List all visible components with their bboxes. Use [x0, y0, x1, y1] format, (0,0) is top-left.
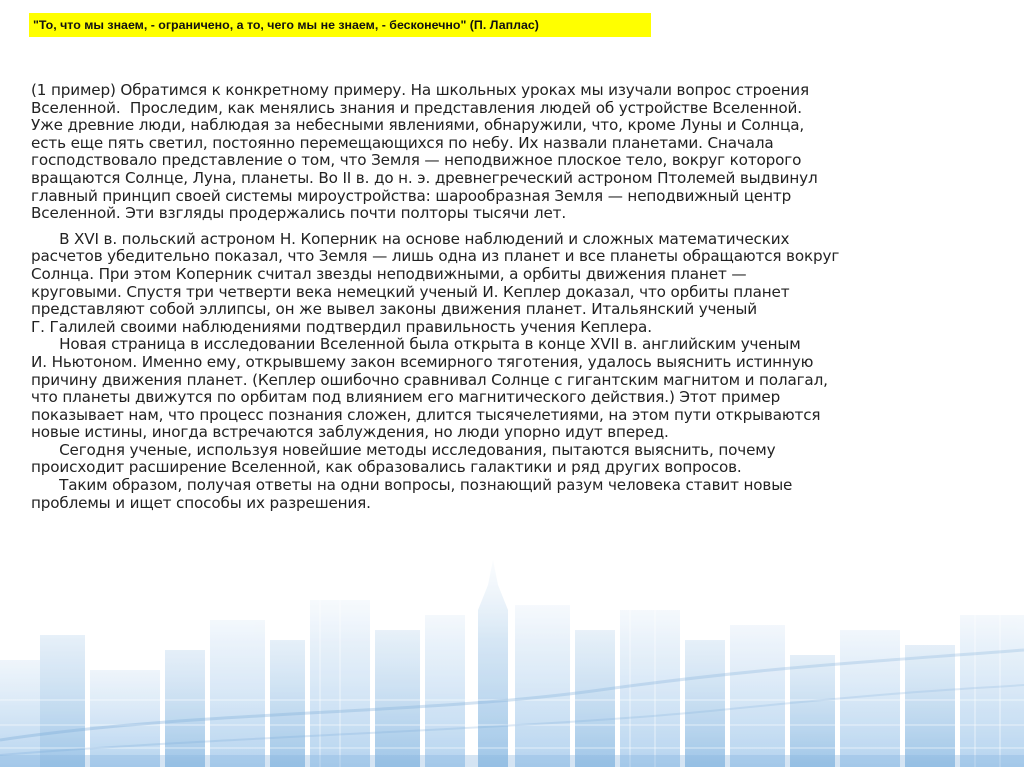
- text-line: новые истины, иногда встречаются заблуждения, но люди упорно идут вперед.: [31, 423, 669, 442]
- text-line: В XVI в. польский астроном Н. Коперник на основе наблюдений и сложных математических: [31, 229, 790, 248]
- text-line: И. Ньютоном. Именно ему, открывшему закон всемирного тяготения, удалось выяснить истинную: [31, 352, 814, 371]
- text-line: происходит расширение Вселенной, как образовались галактики и ряд других вопросов.: [31, 458, 742, 477]
- text-line: причину движения планет. (Кеплер ошибочно сравнивал Солнце с гигантским магнитом и полагал,: [31, 370, 828, 389]
- text-line: что планеты движутся по орбитам под влиянием его магнитического действия.) Этот пример: [31, 388, 781, 407]
- text-line: Солнца. При этом Коперник считал звезды неподвижными, а орбиты движения планет —: [31, 264, 747, 283]
- text-line: расчетов убедительно показал, что Земля — лишь одна из планет и все планеты обращаются вокруг: [31, 247, 840, 266]
- text-line: круговыми. Спустя три четверти века немецкий ученый И. Кеплер доказал, что орбиты планет: [31, 282, 790, 301]
- text-line: Уже древние люди, наблюдая за небесными явлениями, обнаружили, что, кроме Луны и Солнца,: [31, 116, 805, 135]
- text-line: Сегодня ученые, используя новейшие методы исследования, пытаются выяснить, почему: [31, 440, 776, 459]
- text-line: есть еще пять светил, постоянно перемещающихся по небу. Их назвали планетами. Сначала: [31, 133, 774, 152]
- text-line: Вселенной. Проследим, как менялись знания и представления людей об устройстве Вселенной.: [31, 98, 802, 117]
- text-line: главный принцип своей системы мироустройства: шарообразная Земля — неподвижный центр: [31, 186, 792, 205]
- city-skyline-image: [0, 540, 1024, 767]
- text-line: Новая страница в исследовании Вселенной была открыта в конце XVII в. английским ученым: [31, 335, 801, 354]
- text-line: Вселенной. Эти взгляды продержались почти полторы тысячи лет.: [31, 204, 567, 223]
- text-line: Таким образом, получая ответы на одни вопросы, познающий разум человека ставит новые: [31, 476, 793, 495]
- text-line: показывает нам, что процесс познания сложен, длится тысячелетиями, на этом пути открываются: [31, 405, 821, 424]
- text-line: проблемы и ищет способы их разрешения.: [31, 493, 371, 512]
- text-line: вращаются Солнце, Луна, планеты. Во II в. до н. э. древнегреческий астроном Птолемей выдвинул: [31, 168, 818, 187]
- text-line: господствовало представление о том, что Земля — неподвижное плоское тело, вокруг которого: [31, 151, 802, 170]
- text-line: представляют собой эллипсы, он же вывел законы движения планет. Итальянский ученый: [31, 300, 757, 319]
- text-line: Г. Галилей своими наблюдениями подтвердил правильность учения Кеплера.: [31, 317, 652, 336]
- text-line: (1 пример) Обратимся к конкретному примеру. На школьных уроках мы изучали вопрос строения: [31, 81, 809, 99]
- quote-highlight: "То, что мы знаем, - ограничено, а то, чего мы не знаем, - бесконечно" (П. Лаплас): [29, 13, 651, 37]
- body-text: [31, 82, 941, 512]
